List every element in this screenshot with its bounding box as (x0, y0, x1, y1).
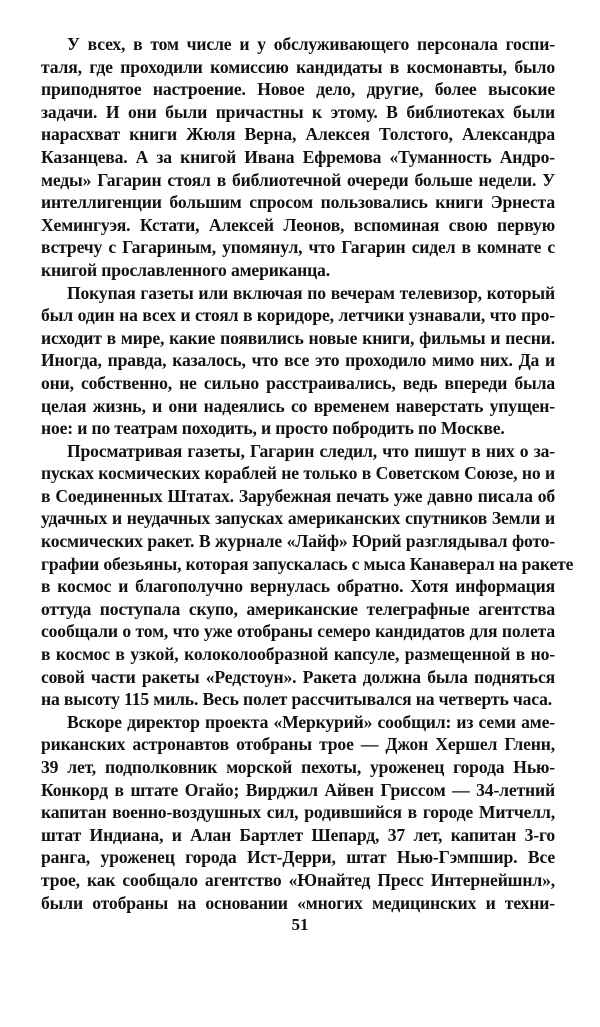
paragraph-2 (41, 282, 555, 440)
text-line: Просматривая газеты, Гагарин следил, что пишут в них о за- (67, 440, 555, 461)
text-line: исходит в мире, какие появились новые книги, фильмы и песни. (41, 327, 555, 348)
text-line: удачных и неудачных запусках американских спутников Земли и (41, 508, 555, 529)
text-line: пусках космических кораблей не только в Советском Союзе, но и (41, 463, 555, 484)
text-line: Вскоре директор проекта «Меркурий» сообщил: из семи аме- (67, 711, 555, 732)
text-line: Хемингуэя. Кстати, Алексей Леонов, вспоминая свою первую (41, 214, 555, 235)
text-line: Покупая газеты или включая по вечерам телевизор, который (67, 282, 555, 303)
page-body (41, 33, 574, 914)
paragraph-4 (41, 711, 555, 914)
text-line: в космос и благополучно вернулась обратно. Хотя информация (41, 576, 555, 597)
text-line: книгой прославленного американца. (41, 259, 330, 280)
text-line: были отобраны на основании «многих медицинских и техни- (41, 892, 555, 913)
text-line: космических ракет. В журнале «Лайф» Юрий разглядывал фото- (41, 531, 555, 552)
text-line: меды» Гагарин стоял в библиотечной очереди больше недели. У (41, 169, 555, 190)
text-line: риканских астронавтов отобраны трое — Джон Хершел Гленн, (41, 734, 555, 755)
text-line: капитан военно-воздушных сил, родившийся в городе Митчелл, (41, 802, 555, 823)
text-line: сообщали о том, что уже отобраны семеро кандидатов для полета (41, 621, 555, 642)
text-line: таля, где проходили комиссию кандидаты в космонавты, было (41, 56, 555, 77)
paragraph-1 (41, 33, 555, 282)
text-line: задачи. И они были причастны к этому. В библиотеках были (41, 101, 555, 122)
text-line: штат Индиана, и Алан Бартлет Шепард, 37 лет, капитан 3-го (41, 824, 555, 845)
text-line: приподнятое настроение. Новое дело, другие, более высокие (41, 79, 555, 100)
text-line: Конкорд в штате Огайо; Вирджил Айвен Гриссом — 34-летний (41, 779, 555, 800)
text-line: графии обезьяны, которая запускалась с мыса Канаверал на ракете (41, 553, 574, 574)
text-line: оттуда поступала скупо, американские телеграфные агентства (41, 598, 555, 619)
text-line: целая жизнь, и они надеялись со временем наверстать упущен- (41, 395, 555, 416)
text-line: в космос в узкой, колоколообразной капсуле, размещенной в но- (41, 644, 555, 665)
text-line: был один на всех и стоял в коридоре, летчики узнавали, что про- (41, 305, 555, 326)
text-line: У всех, в том числе и у обслуживающего персонала госпи- (67, 34, 555, 54)
paragraph-3 (41, 440, 574, 711)
text-line: 39 лет, подполковник морской пехоты, уроженец города Нью- (41, 757, 555, 777)
page-number: 51 (291, 915, 309, 934)
text-line: на высоту 115 миль. Весь полет рассчитывался на четверть часа. (41, 689, 553, 710)
text-line: ное: и по театрам походить, и просто побродить по Москве. (41, 418, 505, 439)
text-line: встречу с Гагариным, упомянул, что Гагарин сидел в комнате с (41, 237, 555, 258)
text-line: нарасхват книги Жюля Верна, Алексея Толстого, Александра (41, 124, 555, 145)
text-line: Казанцева. А за книгой Ивана Ефремова «Туманность Андро- (41, 146, 555, 167)
text-line: трое, как сообщало агентство «Юнайтед Пресс Интернейшнл», (41, 869, 555, 890)
text-line: ранга, уроженец города Ист-Дерри, штат Нью-Гэмпшир. Все (41, 847, 555, 868)
text-line: интеллигенции большим спросом пользовались книги Эрнеста (41, 192, 555, 213)
text-line: Иногда, правда, казалось, что все это проходило мимо них. Да и (41, 350, 555, 371)
text-line: в Соединенных Штатах. Зарубежная печать уже давно писала об (41, 485, 555, 506)
text-line: совой части ракеты «Редстоун». Ракета должна была подняться (41, 666, 555, 687)
text-line: они, собственно, не сильно расстраивались, ведь впереди была (41, 372, 555, 393)
